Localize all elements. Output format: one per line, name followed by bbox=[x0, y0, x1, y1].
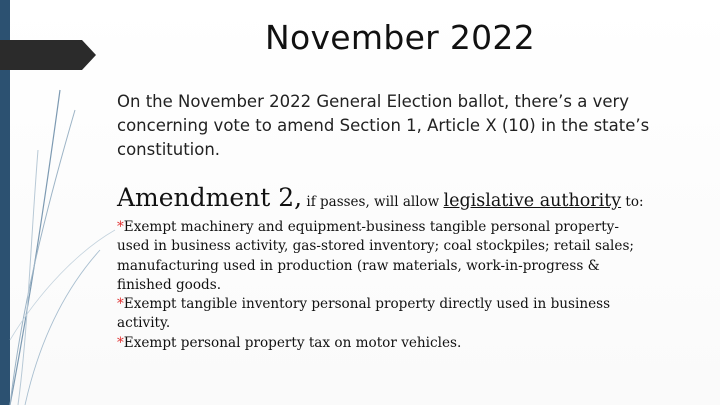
amendment-end-text: to: bbox=[621, 194, 644, 210]
intro-paragraph: On the November 2022 General Election ballot, there’s a very concerning vote to amend Section 1, Article X (10) in the state’s constitution. bbox=[117, 92, 650, 159]
bullet-text: Exempt personal property tax on motor vehicles. bbox=[123, 334, 462, 351]
slide-title: November 2022 bbox=[264, 18, 536, 57]
amendment-heading-line bbox=[117, 183, 707, 212]
amendment-middle-text: if passes, will allow bbox=[302, 194, 444, 210]
arrow-tab-shape bbox=[0, 40, 96, 70]
bullet-marker: * bbox=[117, 296, 124, 313]
bullet-list bbox=[117, 218, 637, 353]
bullet-text: Exempt machinery and equipment-business tangible personal property-used in business activity, gas-stored inventory; coal stockpiles; retail sales; manufacturing used in production (raw materials, work-in-progress & finished goods. bbox=[117, 219, 634, 293]
bullet-marker: * bbox=[117, 334, 124, 351]
list-item bbox=[117, 295, 637, 334]
bullet-text: Exempt tangible inventory personal property directly used in business activity. bbox=[117, 296, 611, 332]
legislative-authority-text: legislative authority bbox=[443, 191, 622, 211]
list-item bbox=[117, 334, 637, 353]
list-item bbox=[117, 218, 637, 295]
amendment-heading: Amendment 2, bbox=[117, 183, 303, 212]
bullet-marker: * bbox=[117, 219, 124, 235]
